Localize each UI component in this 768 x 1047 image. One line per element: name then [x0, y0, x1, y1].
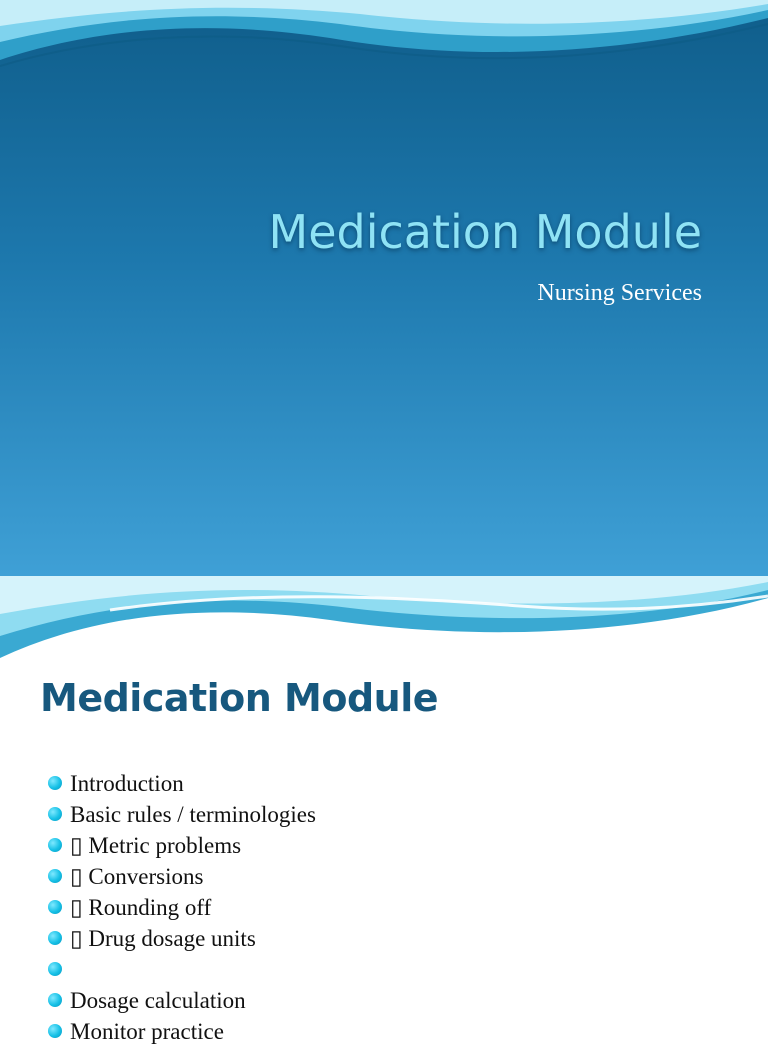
list-item: ▯ Metric problems — [48, 830, 316, 861]
list-item: ▯ Rounding off — [48, 892, 316, 923]
list-item: ▯ Drug dosage units — [48, 923, 316, 954]
list-item: Basic rules / terminologies — [48, 799, 316, 830]
slide-heading: Medication Module — [40, 676, 439, 720]
list-item — [48, 954, 316, 985]
list-item: ▯ Conversions — [48, 861, 316, 892]
slide-subtitle: Nursing Services — [537, 280, 702, 306]
agenda-list — [48, 768, 316, 1047]
slide-title: Medication Module — [268, 205, 702, 259]
list-item: Dosage calculation — [48, 985, 316, 1016]
agenda-slide — [0, 576, 768, 1044]
list-item: Introduction — [48, 768, 316, 799]
top-wave-decoration — [0, 576, 768, 666]
list-item: Monitor practice — [48, 1016, 316, 1047]
top-wave-decoration — [0, 0, 768, 90]
